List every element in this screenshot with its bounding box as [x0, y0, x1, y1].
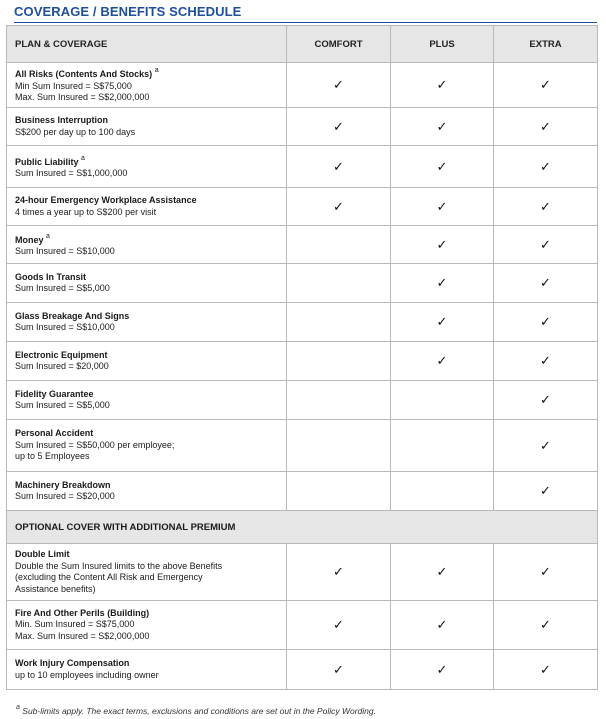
extra-coverage-cell: [494, 342, 598, 381]
checkmark-icon: ✓: [436, 118, 448, 134]
page-title: COVERAGE / BENEFITS SCHEDULE: [14, 4, 242, 19]
checkmark-icon: ✓: [540, 483, 551, 498]
checkmark-icon: ✓: [436, 236, 448, 252]
plus-coverage-cell: [391, 146, 494, 188]
header-plan-coverage: PLAN & COVERAGE: [7, 26, 287, 63]
benefit-name: [15, 480, 282, 492]
checkmark-icon: ✓: [436, 275, 448, 290]
benefit-description: Sum Insured = S$10,000: [15, 246, 115, 256]
benefit-cell: [7, 472, 287, 511]
comfort-coverage-cell: [287, 146, 391, 188]
main-benefits-body: [7, 63, 598, 511]
footnote-marker: a: [16, 704, 20, 711]
optional-benefits-body: [7, 544, 598, 690]
checkmark-icon: ✓: [333, 564, 344, 579]
benefit-name-text: Double Limit: [15, 549, 70, 559]
benefit-name-text: Personal Accident: [15, 428, 94, 439]
extra-coverage-cell: [494, 544, 598, 601]
table-row: [7, 264, 598, 303]
comfort-coverage-cell: [287, 264, 391, 303]
title-underline: [14, 22, 597, 23]
benefit-description: Min. Sum Insured = S$75,000: [15, 619, 135, 630]
checkmark-icon: ✓: [436, 564, 448, 579]
benefit-name: [15, 311, 282, 323]
plus-coverage-cell: [391, 63, 494, 108]
table-row: [7, 303, 598, 342]
benefit-name: [15, 608, 282, 620]
comfort-coverage-cell: [287, 601, 391, 650]
benefit-name: [15, 115, 282, 127]
comfort-coverage-cell: [287, 226, 391, 264]
plus-coverage-cell: [391, 601, 494, 650]
benefits-table: [6, 25, 598, 690]
table-header-row: [7, 26, 598, 63]
benefit-description: Sum Insured = S$1,000,000: [15, 168, 128, 178]
comfort-coverage-cell: [287, 108, 391, 146]
benefit-name: [15, 350, 282, 362]
checkmark-icon: ✓: [333, 661, 344, 677]
benefit-name: [15, 428, 282, 440]
benefit-name: [15, 658, 282, 670]
benefit-name-text: Public Liability: [15, 156, 79, 167]
benefit-cell: [7, 650, 287, 690]
extra-coverage-cell: [494, 108, 598, 146]
benefit-name: [15, 154, 282, 169]
benefit-name-text: Machinery Breakdown: [15, 479, 111, 490]
comfort-coverage-cell: [287, 303, 391, 342]
comfort-coverage-cell: [287, 381, 391, 420]
plus-coverage-cell: [391, 544, 494, 601]
extra-coverage-cell: [494, 303, 598, 342]
checkmark-icon: ✓: [436, 198, 448, 214]
benefit-name: [15, 389, 282, 401]
checkmark-icon: ✓: [540, 661, 551, 677]
benefit-name: [15, 272, 282, 284]
extra-coverage-cell: [494, 420, 598, 472]
benefit-cell: [7, 264, 287, 303]
extra-coverage-cell: [494, 650, 598, 690]
comfort-coverage-cell: [287, 63, 391, 108]
checkmark-icon: ✓: [333, 198, 344, 214]
checkmark-icon: ✓: [540, 392, 551, 407]
header-plus: PLUS: [391, 26, 494, 63]
benefit-description: Max. Sum Insured = S$2,000,000: [15, 630, 150, 641]
checkmark-icon: ✓: [540, 118, 551, 134]
checkmark-icon: ✓: [540, 158, 551, 174]
benefit-cell: [7, 381, 287, 420]
benefit-name-text: Goods In Transit: [15, 271, 87, 282]
benefit-cell: [7, 420, 287, 472]
header-extra: EXTRA: [494, 26, 598, 63]
optional-section-header: [7, 511, 598, 544]
checkmark-icon: ✓: [540, 314, 551, 329]
table-row: [7, 63, 598, 108]
extra-coverage-cell: [494, 146, 598, 188]
extra-coverage-cell: [494, 472, 598, 511]
checkmark-icon: ✓: [436, 158, 448, 174]
checkmark-icon: ✓: [436, 661, 448, 677]
comfort-coverage-cell: [287, 472, 391, 511]
benefit-description: Max. Sum Insured = S$2,000,000: [15, 92, 150, 103]
extra-coverage-cell: [494, 226, 598, 264]
benefit-name: [15, 66, 282, 81]
comfort-coverage-cell: [287, 544, 391, 601]
extra-coverage-cell: [494, 63, 598, 108]
benefit-cell: [7, 601, 287, 650]
sublimit-marker: a: [154, 67, 159, 75]
table-row: [7, 472, 598, 511]
benefit-name: [15, 195, 282, 207]
benefit-name: [15, 232, 282, 247]
optional-section-body: [7, 511, 598, 544]
checkmark-icon: ✓: [540, 617, 551, 632]
sublimit-marker: a: [81, 154, 85, 162]
comfort-coverage-cell: [287, 342, 391, 381]
table-row: [7, 226, 598, 264]
benefit-description: Double the Sum Insured limits to the above Benefits: [15, 560, 223, 571]
checkmark-icon: ✓: [540, 437, 551, 453]
benefit-name: [15, 549, 282, 561]
checkmark-icon: ✓: [333, 158, 344, 174]
benefit-name-text: Electronic Equipment: [15, 349, 108, 360]
benefit-cell: [7, 188, 287, 226]
plus-coverage-cell: [391, 381, 494, 420]
plus-coverage-cell: [391, 226, 494, 264]
benefit-description: Sum Insured = S$20,000: [15, 491, 115, 501]
table-row: [7, 381, 598, 420]
benefit-description: Sum Insured = S$5,000: [15, 400, 110, 410]
comfort-coverage-cell: [287, 188, 391, 226]
benefit-cell: [7, 226, 287, 264]
benefit-description: 4 times a year up to S$200 per visit: [15, 206, 157, 217]
table-row: [7, 108, 598, 146]
checkmark-icon: ✓: [540, 275, 551, 290]
benefit-description: Min Sum Insured = S$75,000: [15, 80, 132, 91]
optional-section-title: OPTIONAL COVER WITH ADDITIONAL PREMIUM: [7, 511, 598, 544]
plus-coverage-cell: [391, 650, 494, 690]
benefit-name-text: Work Injury Compensation: [15, 658, 130, 668]
extra-coverage-cell: [494, 381, 598, 420]
checkmark-icon: ✓: [540, 236, 551, 252]
plus-coverage-cell: [391, 303, 494, 342]
benefit-name-text: All Risks (Contents And Stocks): [15, 69, 153, 80]
benefit-description: up to 10 employees including owner: [15, 669, 159, 680]
header-comfort: COMFORT: [287, 26, 391, 63]
checkmark-icon: ✓: [436, 77, 448, 92]
benefit-name-text: 24-hour Emergency Workplace Assistance: [15, 195, 197, 205]
benefit-name-text: Glass Breakage And Signs: [15, 310, 130, 321]
benefit-description: Sum Insured = S$50,000 per employee;: [15, 439, 175, 450]
checkmark-icon: ✓: [333, 617, 344, 632]
plus-coverage-cell: [391, 420, 494, 472]
benefit-description: up to 5 Employees: [15, 451, 90, 462]
checkmark-icon: ✓: [436, 314, 448, 329]
benefit-name-text: Business Interruption: [15, 115, 109, 125]
footnote: [16, 705, 376, 716]
checkmark-icon: ✓: [333, 118, 344, 134]
benefit-description: Assistance benefits): [15, 583, 96, 594]
extra-coverage-cell: [494, 601, 598, 650]
benefit-description: Sum Insured = S$5,000: [15, 283, 110, 293]
table-row: [7, 188, 598, 226]
benefit-description: Sum Insured = S$10,000: [15, 322, 115, 332]
table-row: [7, 601, 598, 650]
extra-coverage-cell: [494, 188, 598, 226]
comfort-coverage-cell: [287, 650, 391, 690]
benefit-description: S$200 per day up to 100 days: [15, 126, 136, 137]
benefit-description: (excluding the Content All Risk and Emergency: [15, 572, 203, 582]
checkmark-icon: ✓: [436, 353, 448, 368]
checkmark-icon: ✓: [333, 77, 344, 92]
benefit-name-text: Fidelity Guarantee: [15, 388, 94, 399]
table-row: [7, 650, 598, 690]
benefit-cell: [7, 303, 287, 342]
plus-coverage-cell: [391, 188, 494, 226]
footnote-text: Sub-limits apply. The exact terms, exclusions and conditions are set out in the Policy Wording.: [22, 705, 376, 716]
benefit-cell: [7, 108, 287, 146]
benefit-name-text: Money: [15, 234, 44, 245]
table-row: [7, 146, 598, 188]
checkmark-icon: ✓: [540, 564, 551, 579]
extra-coverage-cell: [494, 264, 598, 303]
checkmark-icon: ✓: [436, 617, 448, 632]
plus-coverage-cell: [391, 264, 494, 303]
plus-coverage-cell: [391, 342, 494, 381]
benefit-cell: [7, 342, 287, 381]
comfort-coverage-cell: [287, 420, 391, 472]
table-row: [7, 544, 598, 601]
plus-coverage-cell: [391, 472, 494, 511]
table-row: [7, 420, 598, 472]
checkmark-icon: ✓: [540, 77, 551, 92]
plus-coverage-cell: [391, 108, 494, 146]
benefit-name-text: Fire And Other Perils (Building): [15, 607, 150, 618]
checkmark-icon: ✓: [540, 353, 551, 368]
benefit-cell: [7, 63, 287, 108]
sublimit-marker: a: [46, 232, 50, 240]
benefit-description: Sum Insured = $20,000: [15, 361, 109, 371]
benefit-cell: [7, 146, 287, 188]
table-row: [7, 342, 598, 381]
benefit-cell: [7, 544, 287, 601]
checkmark-icon: ✓: [540, 198, 551, 214]
